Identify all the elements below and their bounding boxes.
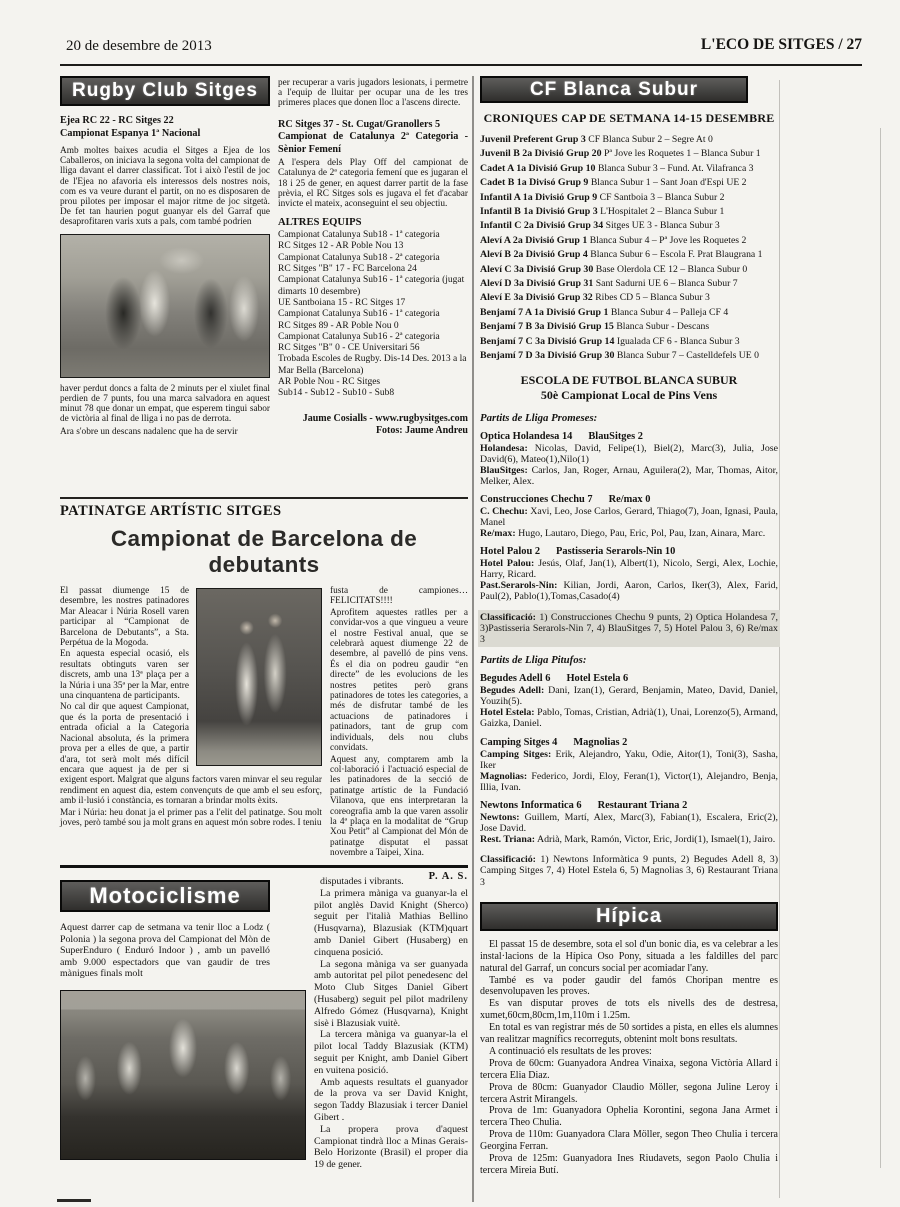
patinatge-right-text — [330, 586, 468, 859]
rugby-paragraph: per recuperar a varis jugadors lesionats, i permetre a l'equip de lluitar per ocupar una de les tres primeres places que donen lloc a l'ascens directe. — [278, 78, 468, 109]
result-category: Benjamí 7 C 3a Divisió Grup 14 — [480, 335, 617, 347]
result-category: Aleví E 3a Divisió Grup 32 — [480, 292, 596, 304]
roster-team: Begudes Adell: — [480, 685, 545, 697]
altres-equips-line: RC Sitges 89 - AR Poble Nou 0 — [278, 320, 399, 331]
result-category: Benjamí 7 A 1a Divisió Grup 1 — [480, 306, 611, 318]
rugby-column-2 — [278, 78, 468, 438]
match-score — [480, 800, 778, 812]
roster-line — [480, 834, 778, 845]
patinatge-kicker: PATINATGE ARTÍSTIC SITGES — [60, 503, 282, 519]
roster-players: Guillem, Martí, Alex, Marc(3), Fabian(1), Escalera, Eric(2), Jose David. — [480, 811, 778, 834]
masthead: L'ECO DE SITGES / 27 — [700, 36, 862, 53]
match-block — [480, 800, 778, 845]
hipica-paragraph: Es van disputar proves de tots els nivells des de destresa, xumet,60cm,80cm,1m,110m i 1.25m. — [480, 998, 778, 1022]
roster-team: Hotel Palou: — [480, 558, 535, 570]
motociclisme-paragraph: La segona màniga va ser guanyada amb autoritat pel pilot penedesenc del Moto Club Sitges Daniel Gibert (Husaberg) seguit pel pilot madrileny Alfredo Gómez (Husqvarna), Knight sisè i Blazusiak vuitè. — [314, 958, 468, 1029]
escola-subtitle: 50è Campionat Local de Pins Vens — [540, 387, 718, 402]
column-divider-vertical — [472, 76, 474, 1202]
result-line — [480, 219, 778, 233]
altres-equips-title: ALTRES EQUIPS — [278, 217, 362, 229]
roster-team: Re/max: — [480, 528, 516, 540]
result-line — [480, 162, 778, 176]
match-score — [480, 546, 778, 558]
match-block — [480, 494, 778, 539]
rugby-match1-competition: Campionat Espanya 1ª Nacional — [60, 127, 201, 139]
motociclisme-section — [60, 872, 468, 1204]
hipica-paragraph: Prova de 80cm: Guanyador Claudio Möller, segona Juline Leroy i tercera Astrit Mirangels. — [480, 1081, 778, 1105]
altres-equips-line: RC Sitges 12 - AR Poble Nou 13 — [278, 241, 404, 252]
result-category: Benjamí 7 D 3a Divisió Grup 30 — [480, 350, 617, 362]
hipica-section-title: Hípica — [480, 902, 778, 931]
motociclisme-column-2 — [278, 876, 468, 1202]
patinatge-right-column — [330, 586, 468, 882]
altres-equips-line: AR Poble Nou - RC Sitges — [278, 376, 381, 387]
rugby-byline — [278, 413, 468, 438]
roster-line — [480, 749, 778, 771]
rugby-match1-score: Ejea RC 22 - RC Sitges 22 — [60, 115, 174, 126]
escola-titles — [480, 373, 778, 403]
section-divider-rugby-patinatge — [60, 497, 468, 499]
result-line — [480, 133, 778, 147]
result-line — [480, 291, 778, 305]
result-line — [480, 349, 778, 363]
patinatge-photo — [196, 588, 322, 766]
rugby-section-title: Rugby Club Sitges — [60, 76, 270, 106]
result-category: Benjamí 7 B 3a Divisió Grup 15 — [480, 321, 617, 333]
photo-wrap-spacer — [278, 988, 314, 1164]
altres-equips-line: RC Sitges "B" 0 - CE Universitari 56 — [278, 343, 420, 354]
right-column-edge — [779, 80, 780, 1198]
hipica-paragraph: A continuació els resultats de les proves: — [489, 1045, 652, 1057]
roster-line — [480, 528, 778, 539]
result-score: Blanca Subur 7 – Castelldefels UE 0 — [616, 350, 759, 362]
result-score: Blanca Subur 4 – Palleja CF 4 — [610, 306, 729, 318]
roster-players: Jesús, Olaf, Jan(1), Albert(1), Nicolo, Sergi, Alex, Lochie, Harry, Ricard. — [480, 558, 778, 581]
hipica-paragraph: També es va poder gaudir del famós Choripan mentre es desenvolupaven les proves. — [480, 974, 778, 998]
pitufos-header: Partits de Lliga Pitufos: — [480, 654, 587, 667]
classificacio-promeses — [480, 612, 778, 646]
motociclisme-paragraph: La tercera màniga va guanyar-la el pilot local Taddy Blazusiak (KTM) seguit per Knight, amb Daniel Gibert en vuitena posició. — [314, 1029, 468, 1076]
classificacio-text: 1) Construcciones Chechu 9 punts, 2) Optica Holandesa 7, 3)Pastisseria Serarols-Nin 7, 4) BlauSitges 7, 5) Hotel Palou 3, 6) Re/max 3 — [480, 611, 778, 645]
altres-equips-line: Trobada Escoles de Rugby. Dis-14 Des. 2013 a la Mar Bella (Barcelona) — [278, 354, 467, 376]
result-score: CF Blanca Subur 2 – Segre At 0 — [588, 134, 713, 145]
match-score — [480, 673, 778, 685]
roster-players: Xavi, Leo, Jose Carlos, Gerard, Thiago(7), Joan, Ignasi, Paula, Manel — [480, 505, 779, 528]
roster-team: C. Chechu: — [480, 505, 528, 517]
result-score: Base Olerdola CE 12 – Blanca Subur 0 — [595, 263, 748, 275]
result-category: Aleví B 2a Divisió Grup 4 — [480, 249, 591, 261]
blanca-subur-subtitle: CRONIQUES CAP DE SETMANA 14-15 DESEMBRE — [483, 111, 775, 125]
rugby-match2-score: RC Sitges 37 - St. Cugat/Granollers 5 — [278, 118, 441, 130]
result-category: Infantil C 2a Divisió Grup 34 — [480, 220, 606, 232]
roster-players: Hugo, Lautaro, Diego, Pau, Eric, Pol, Pau, Izan, Ainara, Marc. — [515, 528, 766, 540]
rugby-photo — [60, 234, 270, 378]
result-score: Pª Jove les Roquetes 1 – Blanca Subur 1 — [604, 148, 761, 160]
motociclisme-intro — [60, 922, 270, 983]
match-block — [480, 546, 778, 602]
motociclisme-paragraph: Aquest darrer cap de setmana va tenir lloc a Lodz ( Polonia ) la segona prova del Campionat del Mòn de SuperEnduro ( Enduró Indoor ) , amb un pavelló amb 9.000 espectadors que van gaudir de tres mànigues finals molt — [60, 922, 270, 980]
result-line — [480, 320, 778, 334]
result-category: Aleví A 2a Divisió Grup 1 — [480, 234, 590, 246]
result-category: Infantil A 1a Divisió Grup 9 — [480, 191, 600, 203]
result-category: Aleví D 3a Divisió Grup 31 — [480, 278, 596, 290]
altres-equips-list — [278, 230, 468, 399]
hipica-text — [480, 939, 778, 1177]
page-date: 20 de desembre de 2013 — [66, 38, 212, 54]
right-column — [480, 76, 778, 1204]
roster-players: Nicolas, David, Felipe(1), Biel(2), Marc(3), Julia, Jose David(6), Mateo(1),Nilo(1) — [480, 442, 778, 465]
match-home: Newtons Informatica 6 — [480, 799, 582, 811]
result-score: CF Santboia 3 – Blanca Subur 2 — [599, 191, 725, 203]
match-score — [480, 494, 778, 506]
match-block — [480, 673, 778, 729]
result-category: Aleví C 3a Divisió Grup 30 — [480, 263, 596, 275]
match-home: Hotel Palou 2 — [480, 546, 541, 558]
result-score: Sant Sadurni UE 6 – Blanca Subur 7 — [595, 278, 738, 290]
roster-players: Erik, Alejandro, Yaku, Odie, Aitor(1), Toni(3), Sasha, Iker — [480, 748, 778, 771]
altres-equips-line: Campionat Catalunya Sub16 - 1ª categoria — [278, 309, 440, 320]
roster-players: Dani, Izan(1), Gerard, Benjamin, Mateo, David, Daniel, Youzih(5). — [480, 685, 778, 708]
match-away: Re/max 0 — [608, 493, 651, 505]
result-category: Juvenil B 2a Divisió Grup 20 — [480, 148, 605, 160]
roster-team: Rest. Triana: — [480, 834, 536, 846]
motociclisme-section-title: Motociclisme — [60, 880, 270, 912]
motociclisme-photo — [60, 990, 306, 1160]
promeses-matches — [480, 431, 778, 603]
result-line — [480, 191, 778, 205]
hipica-paragraph: Prova de 110m: Guanyadora Clara Möller, segon Theo Chulia i tercera Georgina Ferran. — [480, 1129, 778, 1153]
promeses-header: Partits de Lliga Promeses: — [480, 411, 598, 424]
hipica-paragraph: En total es van registrar més de 50 sortides a pista, en elles els alumnes van realitzar magnífics recorreguts, obtenint molt bons resultats. — [480, 1022, 778, 1046]
result-line — [480, 335, 778, 349]
patinatge-paragraph: Aprofitem aquestes ratlles per a convidar-vos a que vingueu a veure el nostre Festival anual, que se celebrarà aquest diumenge 22 de desembre, al pavelló de pins vens. És el dia on podreu gaudir “en directe” de les evolucions de les nostres petites però grans patinadores de totes les categories, a més de disfrutar també de les actuacions de patinadores i patinadors, tant de grup com individuals, dels nou clubs convidats. — [330, 607, 468, 754]
result-score: L'Hospitalet 2 – Blanca Subur 1 — [600, 206, 725, 218]
pitufos-matches — [480, 673, 778, 845]
roster-players: Carlos, Jan, Roger, Arnau, Aguilera(2), Mar, Thomas, Aitor, Melker, Alex. — [480, 464, 778, 487]
page-edge-line — [880, 128, 881, 1168]
roster-team: Past.Serarols-Nin: — [480, 580, 558, 592]
roster-team: Magnolias: — [480, 770, 528, 782]
result-score: Blanca Subur 4 – Pª Jove les Roquetes 2 — [589, 234, 747, 246]
result-line — [480, 248, 778, 262]
altres-equips-line: Campionat Catalunya Sub16 - 1ª categoria (jugat dimarts 10 desembre) — [278, 275, 465, 297]
patinatge-left-column — [60, 586, 322, 882]
rugby-section — [60, 76, 468, 497]
motociclisme-paragraph: La primera màniga va guanyar-la el pilot anglès David Knight (Sherco) seguit per l'italià Mathias Bellino (Husqvarna), Blazusiak (KTM)quart amb Daniel Gibert (Husaberg) en cinquena posició. — [314, 887, 468, 958]
motociclisme-paragraph: disputades i vibrants. — [320, 876, 404, 887]
result-line — [480, 205, 778, 219]
roster-players: Pablo, Tomas, Cristian, Adrià(1), Unai, Lorenzo(5), Armand, Gaizka, Daniel. — [480, 707, 778, 730]
hipica-paragraph: Prova de 125m: Guanyadora Ines Riudavets, segon Paolo Chulia i tercera Mireia Butí. — [480, 1153, 778, 1176]
patinatge-paragraph: Mar i Núria: heu donat ja el primer pas a l'elit del patinatge. Sou molt joves, però també sou ja molt grans en aquest món sobre rodes. I teniu — [60, 807, 322, 828]
classificacio-text: 1) Newtons Informàtica 9 punts, 2) Begudes Adell 8, 3) Camping Sitges 7, 4) Hotel Estela 6, 5) Magnolias 3, 6) Restaurant Triana 3 — [480, 854, 778, 888]
result-score: Blanca Subur 1 – Sant Joan d'Espi UE 2 — [590, 177, 747, 189]
escola-title: ESCOLA DE FUTBOL BLANCA SUBUR — [520, 372, 738, 387]
altres-equips-line: UE Santboiana 15 - RC Sitges 17 — [278, 297, 406, 308]
roster-team: Hotel Estela: — [480, 707, 535, 719]
patinatge-paragraph: Aquest any, comptarem amb la col·laboració i l'actuació especial de les patinadores de la secció de patinatge artístic de la Fundació Vilanova, que ens interpretaran la coreografia amb la que varen assolir la 4ª plaça en la modalitat de “Grup Xou Petit” al Campionat del Món de patinatge disputat el passat novembre a Taipei, Xina. — [330, 754, 468, 859]
match-home: Construcciones Chechu 7 — [480, 493, 593, 505]
roster-line — [480, 558, 778, 580]
result-line — [480, 306, 778, 320]
patinatge-paragraph: En aquesta especial ocasió, els resultats obtinguts varen ser discrets, amb una 13ª plaça per a la Núria i una 35ª per la Mar, entre una cinquantena de participants. — [60, 649, 189, 702]
match-away: BlauSitges 2 — [588, 430, 643, 442]
result-line — [480, 176, 778, 190]
result-score: Sitges UE 3 - Blanca Subur 3 — [605, 220, 720, 232]
roster-line — [480, 506, 778, 528]
result-line — [480, 263, 778, 277]
roster-players: Kilian, Jordi, Aaron, Carlos, Iker(3), Alex, Farid, Paul(2), Pablo(1),Tomas,Casado(4) — [480, 580, 778, 603]
blanca-subur-section-title: CF Blanca Subur — [480, 76, 748, 103]
match-score — [480, 737, 778, 749]
patinatge-body — [60, 586, 468, 882]
match-score — [480, 431, 778, 443]
patinatge-paragraph: No cal dir que aquest Campionat, que és la porta de presentació i entrada oficial a la Categoria Nacional absoluta, és la primera prova per a elles de que, a partir d'ara, tot serà molt més difícil encara que aquest ja de per si exigent esport. Malgrat que alguns factors varen minvar el seu regular rendiment en aquest dia, estem convençuts de que amb el seu esforç, amb il·lusió i constància, es tornaran a brindar molts èxits. — [60, 702, 322, 807]
result-score: Igualada CF 6 - Blanca Subur 3 — [616, 335, 740, 347]
rugby-paragraph: Amb moltes baixes acudia el Sitges a Ejea de los Caballeros, on iniciava la segona volta del campionat de lliga davant el darrer classificat. Tot i això l'estil de joc de l'Ejea no afavoria els interessos dels nostres nois, com es va veure durant el partit, on no es disposaren de prou pilotes per imposar el major ritme de joc sitgetà. De fet tan haurien pogut guanyar els del Garraf que desaprofitaren varis xuts a pals, com també podrien — [60, 146, 270, 228]
roster-line — [480, 685, 778, 707]
classificacio-label: Classificació: — [480, 611, 536, 623]
patinatge-signoff: P. A. S. — [428, 870, 468, 882]
rugby-column-1 — [60, 76, 270, 441]
result-score: Blanca Subur - Descans — [616, 321, 710, 333]
patinatge-paragraph: fusta de campiones… FELICITATS!!!! — [330, 586, 468, 607]
roster-line — [480, 465, 778, 487]
motociclisme-paragraph: Amb aquests resultats el guanyador de la prova va ser David Knight, segon Taddy Blazusiak i tercer Daniel Gibert . — [314, 1076, 468, 1123]
hipica-paragraph: Prova de 1m: Guanyadora Ophelia Korontini, segona Jana Armet i tercera Theo Chulia. — [480, 1105, 778, 1129]
hipica-paragraph: Prova de 60cm: Guanyadora Andrea Vinaixa, segona Victòria Allard i tercera Elia Diaz. — [480, 1057, 778, 1081]
result-line — [480, 234, 778, 248]
motociclisme-paragraph: La propera prova d'aquest Campionat tindrà lloc a Minas Gerais-Belo Horizonte (Brasil) el proper dia 19 de gener. — [314, 1123, 468, 1171]
roster-line — [480, 812, 778, 834]
match-home: Begudes Adell 6 — [480, 673, 551, 685]
header-rule — [60, 64, 862, 66]
patinatge-paragraph: El passat diumenge 15 de desembre, les nostres patinadores Mar Aleacar i Núria Rosell varen participar al “Campionat de Barcelona de Debutants”, a Sta. Perpétua de la Mogoda. — [60, 586, 189, 649]
match-home: Camping Sitges 4 — [480, 736, 558, 748]
altres-equips-line: Campionat Catalunya Sub16 - 2ª categoria — [278, 331, 440, 342]
result-category: Cadet B 1a Divisó Grup 9 — [480, 177, 591, 189]
rugby-paragraph: A l'espera dels Play Off del campionat de Catalunya de 2ª categoria femení que es jugaran el 18 i 25 de gener, en aquest darrer partit de la fase prèvia, el RC Sitges sols es jugava el fet d'acabar invicte el mateix, aconseguint el seu objectiu. — [278, 158, 468, 209]
match-away: Hotel Estela 6 — [566, 673, 629, 685]
result-line — [480, 147, 778, 161]
result-category: Infantil B 1a Divisió Grup 3 — [480, 206, 601, 218]
byline-photos: Fotos: Jaume Andreu — [375, 425, 468, 437]
roster-line — [480, 771, 778, 793]
roster-team: BlauSitges: — [480, 464, 528, 476]
roster-players: Federico, Jordi, Eloy, Feran(1), Victor(1), Alejandro, Benja, Illia, Ivan. — [480, 770, 778, 793]
altres-equips-line: Campionat Catalunya Sub18 - 2ª categoria — [278, 252, 440, 263]
classificacio-label: Classificació: — [480, 854, 536, 866]
result-score: Blanca Subur 3 – Fund. At. Vilafranca 3 — [597, 162, 754, 174]
match-block — [480, 431, 778, 487]
classificacio-pitufos — [480, 854, 778, 888]
altres-equips-line: RC Sitges "B" 17 - FC Barcelona 24 — [278, 264, 417, 275]
result-score: Blanca Subur 6 – Escola F. Prat Blaugrana 1 — [590, 249, 763, 261]
result-category: Juvenil Preferent Grup 3 — [480, 134, 589, 145]
blanca-subur-results-list — [480, 133, 778, 364]
result-line — [480, 277, 778, 291]
roster-line — [480, 443, 778, 465]
roster-players: Adrià, Mark, Ramón, Victor, Eric, Jordi(1), Ismael(1), Jairo. — [535, 834, 776, 846]
rugby-match2-competition: Campionat de Catalunya 2ª Categoria - Sènior Femení — [278, 131, 468, 155]
roster-team: Newtons: — [480, 811, 520, 823]
roster-team: Holandesa: — [480, 442, 528, 454]
roster-team: Camping Sitges: — [480, 748, 552, 760]
match-home: Optica Holandesa 14 — [480, 430, 573, 442]
rugby-paragraph: haver perdut doncs a falta de 2 minuts per el xiulet final perdien de 7 punts, fou una marca salvadora en aquest minut 78 que donar un empat, que esperem tingui sabor de victòria al final de lliga i no pas de derrota. — [60, 383, 270, 425]
result-category: Cadet A 1a Divisió Grup 10 — [480, 162, 598, 174]
result-score: Ribes CD 5 – Blanca Subur 3 — [595, 292, 710, 304]
match-away: Pastisseria Serarols-Nin 10 — [556, 546, 676, 558]
match-away: Magnolias 2 — [573, 736, 628, 748]
altres-equips-line: Sub14 - Sub12 - Sub10 - Sub8 — [278, 388, 395, 399]
roster-line — [480, 580, 778, 602]
match-block — [480, 737, 778, 793]
altres-equips-line: Campionat Catalunya Sub18 - 1ª categoria — [278, 230, 440, 241]
byline-author: Jaume Cosialls - www.rugbysitges.com — [302, 412, 468, 424]
hipica-paragraph: El passat 15 de desembre, sota el sol d'un bonic dia, es va celebrar a les instal·lacions de la Hípica Oso Pony, situada a les faldilles del parc natural del Garraf, un concurs social per acomiadar l'any. — [480, 938, 778, 974]
match-away: Restaurant Triana 2 — [597, 799, 688, 811]
roster-line — [480, 707, 778, 729]
patinatge-headline: Campionat de Barcelona de debutants — [110, 526, 418, 577]
rugby-paragraph: Ara s'obre un descans nadalenc que ha de servir — [60, 427, 238, 438]
